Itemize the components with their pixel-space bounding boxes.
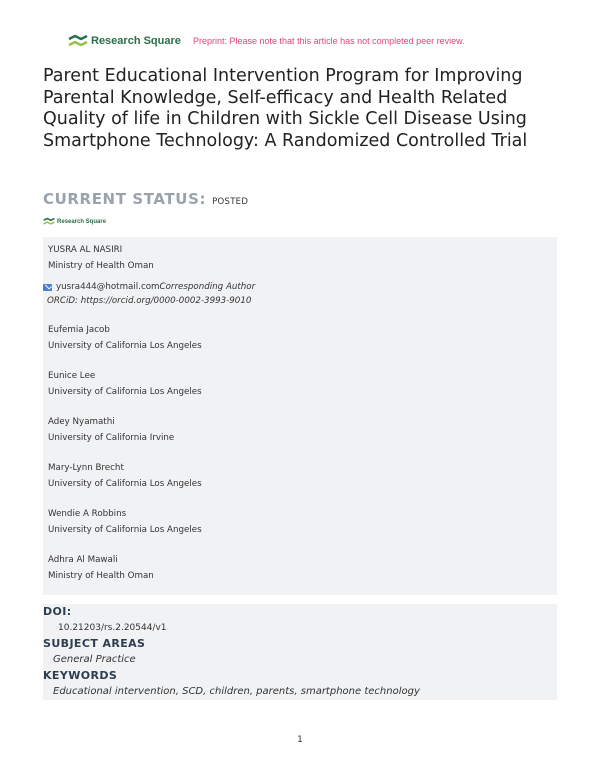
research-square-logo-icon (68, 34, 88, 48)
preprint-notice: Preprint: Please note that this article has not completed peer review. (193, 36, 465, 46)
author-entry (48, 415, 557, 446)
status-label: CURRENT STATUS: (43, 190, 207, 208)
author-name: Eunice Lee (48, 371, 96, 381)
author-institution: University of California Irvine (48, 432, 175, 443)
author-entry (48, 553, 557, 584)
author-entry (48, 323, 557, 354)
author-name: Wendie A Robbins (48, 509, 127, 519)
keywords-label: KEYWORDS (43, 668, 557, 684)
author-name: Adhra Al Mawali (48, 555, 118, 565)
author-name: Mary-Lynn Brecht (48, 463, 124, 473)
author-name: YUSRA AL NASIRI (48, 245, 123, 255)
author-name: Adey Nyamathi (48, 417, 115, 427)
author-institution: University of California Los Angeles (48, 524, 202, 535)
small-logo-text: Research Square (57, 218, 107, 225)
research-square-logo[interactable] (68, 34, 181, 48)
author-entry (48, 507, 557, 538)
current-status (43, 190, 248, 208)
research-square-small-logo[interactable] (43, 217, 106, 226)
doi-value[interactable]: 10.21203/rs.2.20544/v1 (43, 620, 557, 636)
author-institution: Ministry of Health Oman (48, 260, 154, 271)
orcid-link[interactable]: ORCiD: https://orcid.org/0000-0002-3993-9010 (47, 296, 252, 306)
doi-block (43, 604, 557, 636)
author-institution: University of California Los Angeles (48, 386, 202, 397)
author-institution: University of California Los Angeles (48, 478, 202, 489)
author-entry (48, 369, 557, 400)
subject-areas-block (43, 636, 557, 668)
authors-panel (43, 237, 557, 595)
paper-title: Parent Educational Intervention Program for Improving Parental Knowledge, Self-efficacy and Health Related Quality of life in Children with Sickle Cell Disease Using Smartphone Technology: A Randomized Controlled Trial (43, 66, 528, 151)
page-number: 1 (297, 735, 303, 745)
status-value: POSTED (212, 197, 249, 207)
keywords-value: Educational intervention, SCD, children, parents, smartphone technology (43, 684, 557, 700)
author-entry (48, 243, 557, 274)
metadata-section (43, 604, 557, 700)
author-institution: Ministry of Health Oman (48, 570, 154, 581)
contact-row (43, 280, 557, 294)
logo-text: Research Square (91, 35, 181, 47)
contact-email[interactable]: yusra444@hotmail.com (56, 282, 160, 292)
subject-areas-value: General Practice (43, 652, 557, 668)
header-bar (68, 34, 560, 54)
subject-areas-label: SUBJECT AREAS (43, 636, 557, 652)
author-entry (48, 461, 557, 492)
author-name: Eufemia Jacob (48, 325, 110, 335)
mail-icon (43, 284, 52, 291)
doi-label: DOI: (43, 604, 557, 620)
research-square-small-logo-icon (43, 217, 55, 226)
keywords-block (43, 668, 557, 700)
author-institution: University of California Los Angeles (48, 340, 202, 351)
corresponding-author-label: Corresponding Author (159, 282, 256, 292)
